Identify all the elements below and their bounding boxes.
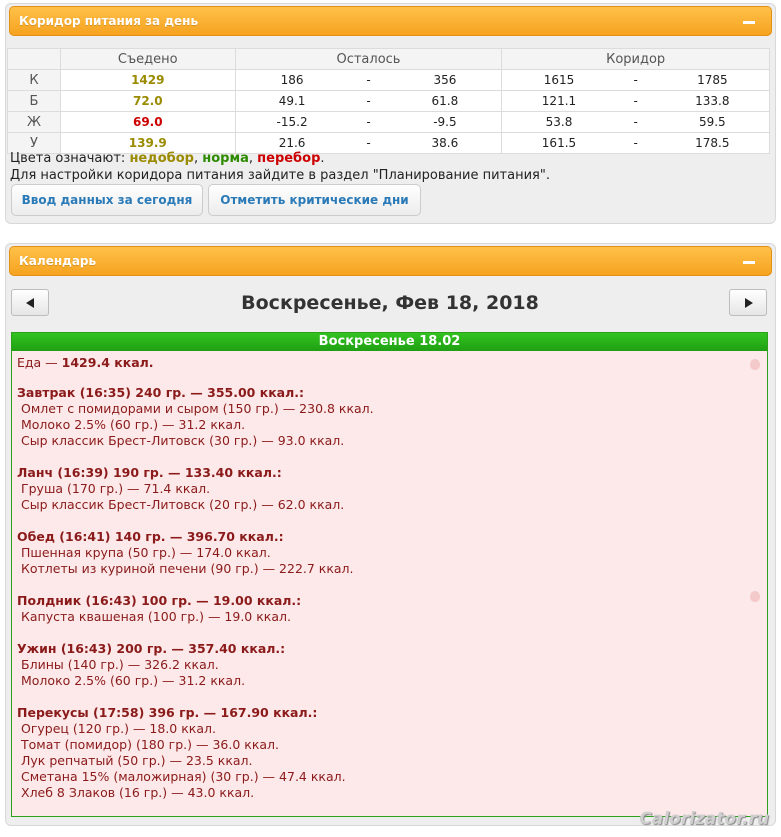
calendar-panel-header[interactable]	[9, 246, 772, 276]
legend-under: недобор	[129, 151, 194, 166]
remaining-max: 38.6	[431, 136, 459, 150]
corner-cell	[8, 49, 61, 70]
meal-item: Груша (170 гр.) — 71.4 ккал.	[21, 481, 211, 496]
header-eaten: Съедено	[60, 49, 235, 70]
corridor-max: 178.5	[695, 136, 730, 150]
meal-block	[17, 641, 762, 689]
meal-title: Завтрак (16:35) 240 гр. — 355.00 ккал.:	[17, 385, 305, 400]
meal-item: Молоко 2.5% (60 гр.) — 31.2 ккал.	[21, 673, 246, 688]
eaten-value: 139.9	[60, 133, 235, 154]
prev-day-button[interactable]	[11, 289, 49, 316]
row-label: Б	[8, 91, 61, 112]
meal-item: Блины (140 гр.) — 326.2 ккал.	[21, 657, 219, 672]
table-row	[8, 70, 770, 91]
remaining-max: 356	[433, 73, 457, 87]
collapse-icon[interactable]	[743, 261, 755, 264]
corridor-cell	[502, 133, 770, 154]
meal-item: Хлеб 8 Злаков (16 гр.) — 43.0 ккал.	[21, 785, 255, 800]
remaining-max: -9.5	[433, 115, 457, 129]
corridor-cell	[502, 112, 770, 133]
range-dash: -	[366, 136, 371, 150]
corridor-min: 161.5	[541, 136, 577, 150]
meal-item: Огурец (120 гр.) — 18.0 ккал.	[21, 721, 216, 736]
meal-title: Перекусы (17:58) 396 гр. — 167.90 ккал.:	[17, 705, 318, 720]
corridor-panel-title: Коридор питания за день	[19, 14, 199, 28]
arrow-right-icon	[745, 298, 753, 308]
meal-item: Молоко 2.5% (60 гр.) — 31.2 ккал.	[21, 417, 246, 432]
meal-item: Сметана 15% (маложирная) (30 гр.) — 47.4 ккал.	[21, 769, 346, 784]
range-dash: -	[633, 73, 638, 87]
table-row	[8, 112, 770, 133]
corridor-max: 133.8	[695, 94, 730, 108]
remaining-cell	[235, 70, 502, 91]
meal-block	[17, 465, 762, 513]
meal-item: Лук репчатый (50 гр.) — 23.5 ккал.	[21, 753, 253, 768]
meal-block	[17, 529, 762, 577]
eaten-value: 1429	[60, 70, 235, 91]
range-dash: -	[366, 115, 371, 129]
legend-suffix: .	[320, 151, 325, 166]
food-total-value: 1429.4 ккал.	[61, 355, 154, 370]
remaining-min: 186	[280, 73, 304, 87]
meal-item: Сыр классик Брест-Литовск (20 гр.) — 62.0 ккал.	[21, 497, 345, 512]
corridor-min: 121.1	[541, 94, 577, 108]
day-header: Воскресенье 18.02	[12, 333, 767, 351]
watermark: Calorizator.ru	[639, 809, 769, 829]
remaining-max: 61.8	[431, 94, 459, 108]
remaining-min: 21.6	[278, 136, 306, 150]
row-label: У	[8, 133, 61, 154]
range-dash: -	[633, 94, 638, 108]
meal-title: Ужин (16:43) 200 гр. — 357.40 ккал.:	[17, 641, 286, 656]
meal-title: Обед (16:41) 140 гр. — 396.70 ккал.:	[17, 529, 284, 544]
row-label: К	[8, 70, 61, 91]
corridor-panel-header[interactable]	[9, 6, 772, 36]
meal-item: Пшенная крупа (50 гр.) — 174.0 ккал.	[21, 545, 271, 560]
day-content	[12, 351, 767, 821]
food-total	[17, 355, 762, 371]
header-remaining: Осталось	[235, 49, 502, 70]
corridor-min: 1615	[543, 73, 575, 87]
legend-sep: ,	[193, 151, 203, 166]
meal-item: Котлеты из куриной печени (90 гр.) — 222.7 ккал.	[21, 561, 354, 576]
range-dash: -	[366, 94, 371, 108]
table-row	[8, 91, 770, 112]
mark-critical-days-button[interactable]: Отметить критические дни	[208, 184, 421, 216]
eaten-value: 72.0	[60, 91, 235, 112]
row-label: Ж	[8, 112, 61, 133]
corridor-min: 53.8	[545, 115, 573, 129]
apple-icon	[750, 359, 760, 370]
color-legend	[10, 151, 325, 166]
apple-icon	[750, 591, 760, 602]
meal-title: Полдник (16:43) 100 гр. — 19.00 ккал.:	[17, 593, 302, 608]
legend-prefix: Цвета означают:	[10, 151, 130, 166]
meal-block	[17, 593, 762, 625]
collapse-icon[interactable]	[743, 21, 755, 24]
corridor-max: 59.5	[698, 115, 726, 129]
meal-title: Ланч (16:39) 190 гр. — 133.40 ккал.:	[17, 465, 282, 480]
legend-sep: ,	[248, 151, 258, 166]
corridor-cell	[502, 70, 770, 91]
next-day-button[interactable]	[729, 289, 767, 316]
remaining-cell	[235, 112, 502, 133]
planning-hint: Для настройки коридора питания зайдите в раздел "Планирование питания".	[10, 168, 550, 183]
meal-block	[17, 705, 762, 801]
calendar-panel-title: Календарь	[19, 254, 97, 268]
meal-item: Томат (помидор) (180 гр.) — 36.0 ккал.	[21, 737, 279, 752]
corridor-max: 1785	[697, 73, 728, 87]
meal-block	[17, 385, 762, 449]
range-dash: -	[633, 136, 638, 150]
remaining-min: -15.2	[276, 115, 308, 129]
enter-today-button[interactable]: Ввод данных за сегодня	[11, 184, 203, 216]
arrow-left-icon	[26, 298, 34, 308]
remaining-min: 49.1	[278, 94, 306, 108]
food-total-label: Еда —	[17, 355, 62, 370]
meal-item: Капуста квашеная (100 гр.) — 19.0 ккал.	[21, 609, 291, 624]
header-corridor: Коридор	[502, 49, 770, 70]
legend-over: перебор	[257, 151, 321, 166]
range-dash: -	[633, 115, 638, 129]
eaten-value: 69.0	[60, 112, 235, 133]
remaining-cell	[235, 91, 502, 112]
calendar-date-title: Воскресенье, Фев 18, 2018	[241, 292, 539, 314]
table-header-row	[8, 49, 770, 70]
corridor-cell	[502, 91, 770, 112]
day-diary	[11, 332, 768, 817]
meal-item: Омлет с помидорами и сыром (150 гр.) — 230.8 ккал.	[21, 401, 374, 416]
range-dash: -	[366, 73, 371, 87]
meal-item: Сыр классик Брест-Литовск (30 гр.) — 93.0 ккал.	[21, 433, 345, 448]
corridor-table	[7, 48, 770, 154]
legend-norm: норма	[202, 151, 249, 166]
